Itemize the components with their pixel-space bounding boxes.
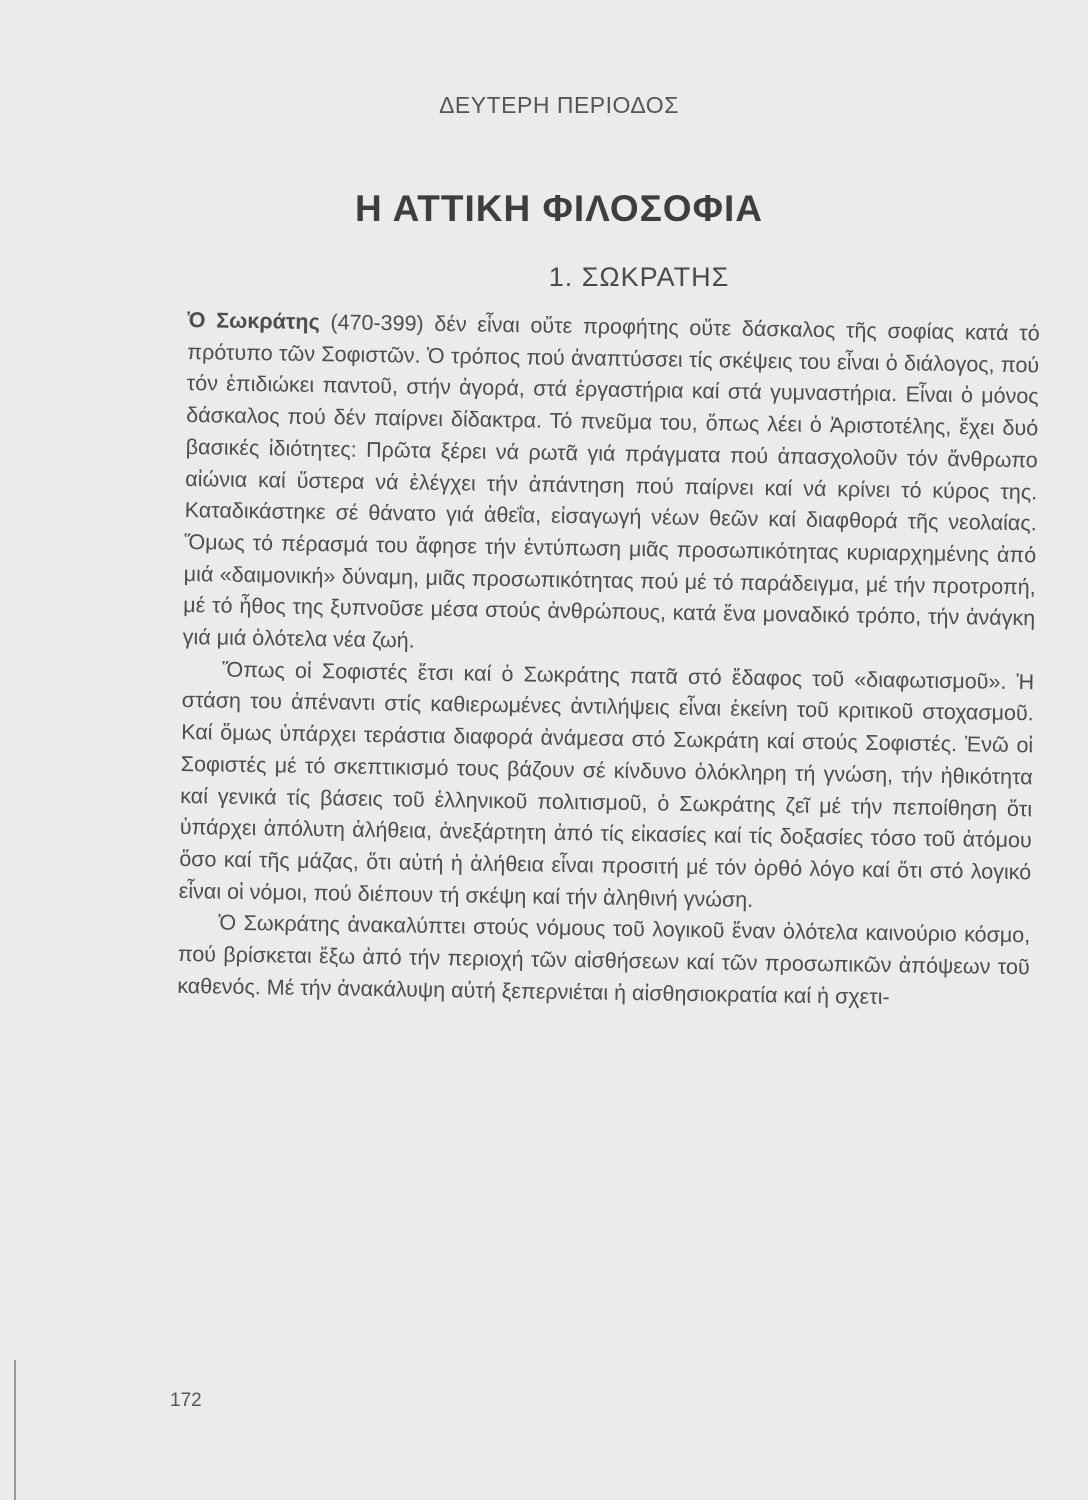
paragraph-1-lead: Ὁ Σωκράτης (187, 307, 320, 335)
body-text (177, 305, 1040, 1016)
chapter-title: Η ΑΤΤΙΚΗ ΦΙΛΟΣΟΦΙΑ (355, 188, 763, 229)
page-number: 172 (170, 1390, 202, 1411)
paragraph-3: Ὁ Σωκράτης ἀνακαλύπτει στούς νόμους τοῦ λογικοῦ ἕναν ὁλότελα καινούριο κόσμο, πού βρίσκεται ἔξω ἀπό τήν περιοχή τῶν αἰσθήσεων καί τῶν προσωπικῶν ἀπόψεων τοῦ καθενός. Μέ τήν ἀνακάλυψη αὐτή ξεπερνιέται ἡ αἰσθησιοκρατία καί ἡ σχετι- (177, 910, 1031, 1009)
section-title: 1. ΣΩΚΡΑΤΗΣ (548, 262, 730, 292)
running-head: ΔΕΥΤΕΡΗ ΠΕΡΙΟΔΟΣ (439, 92, 679, 118)
paragraph-1 (183, 305, 1040, 667)
paragraph-1-text: (470-399) δέν εἶναι οὔτε προφήτης οὔτε δάσκαλος τῆς σοφίας κατά τό πρότυπο τῶν Σοφιστῶν. Ὁ τρόπος πού ἀναπτύσσει τίς σκέψεις του εἶναι ὁ διάλογος, πού τόν ἐπιδιώκει παντοῦ, στήν ἀγορά, στά ἐργαστήρια καί στά γυμναστήρια. Εἶναι ὁ μόνος δάσκαλος πού δέν παίρνει δίδακτρα. Τό πνεῦμα του, ὅπως λέει ὁ Ἀριστοτέλης, ἔχει δυό βασικές ἰδιότητες: Πρῶτα ξέρει νά ρωτᾶ γιά πράγματα πού ἀπασχολοῦν τόν ἄνθρωπο αἰώνια καί ὕστερα νά ἐλέγχει τήν ἀπάντηση πού παίρνει καί νά κρίνει τό κύρος της. Καταδικάστηκε σέ θάνατο γιά ἀθεΐα, εἰσαγωγή νέων θεῶν καί διαφθορά τῆς νεολαίας. Ὅμως τό πέρασμά του ἄφησε τήν ἐντύπωση μιᾶς προσωπικότητας κυριαρχημένης ἀπό μιά «δαιμονική» δύναμη, μιᾶς προσωπικότητας πού μέ τό παράδειγμα, μέ τήν προτροπή, μέ τό ἦθος της ξυπνοῦσε μέσα στούς ἀνθρώπους, κατά ἕνα μοναδικό τρόπο, τήν ἀνάγκη γιά μιά ὁλότελα νέα ζωή. (182, 310, 1040, 653)
paragraph-2: Ὅπως οἱ Σοφιστές ἔτσι καί ὁ Σωκράτης πατᾶ στό ἔδαφος τοῦ «διαφωτισμοῦ». Ἡ στάση του ἀπέναντι στίς καθιερωμένες ἀντιλήψεις εἶναι ἐκείνη τοῦ κριτικοῦ στοχασμοῦ. Καί ὅμως ὑπάρχει τεράστια διαφορά ἀνάμεσα στό Σωκράτη καί στούς Σοφιστές. Ἐνῶ οἱ Σοφιστές μέ τό σκεπτικισμό τους βάζουν σέ κίνδυνο ὁλόκληρη τή γνώση, τήν ἠθικότητα καί γενικά τίς βάσεις τοῦ ἑλληνικοῦ πολιτισμοῦ, ὁ Σωκράτης ζεῖ μέ τήν πεποίθηση ὅτι ὑπάρχει ἀπόλυτη ἀλήθεια, ἀνεξάρτητη ἀπό τίς εἰκασίες καί τίς δοξασίες τόσο τοῦ ἀτόμου ὅσο καί τῆς μάζας, ὅτι αὐτή ἡ ἀλήθεια εἶναι προσιτή μέ τόν ὀρθό λόγο καί ὅτι στό λογικό εἶναι οἱ νόμοι, πού διέπουν τή σκέψη καί τήν ἀληθινή γνώση. (178, 657, 1035, 912)
margin-line (14, 1360, 16, 1500)
